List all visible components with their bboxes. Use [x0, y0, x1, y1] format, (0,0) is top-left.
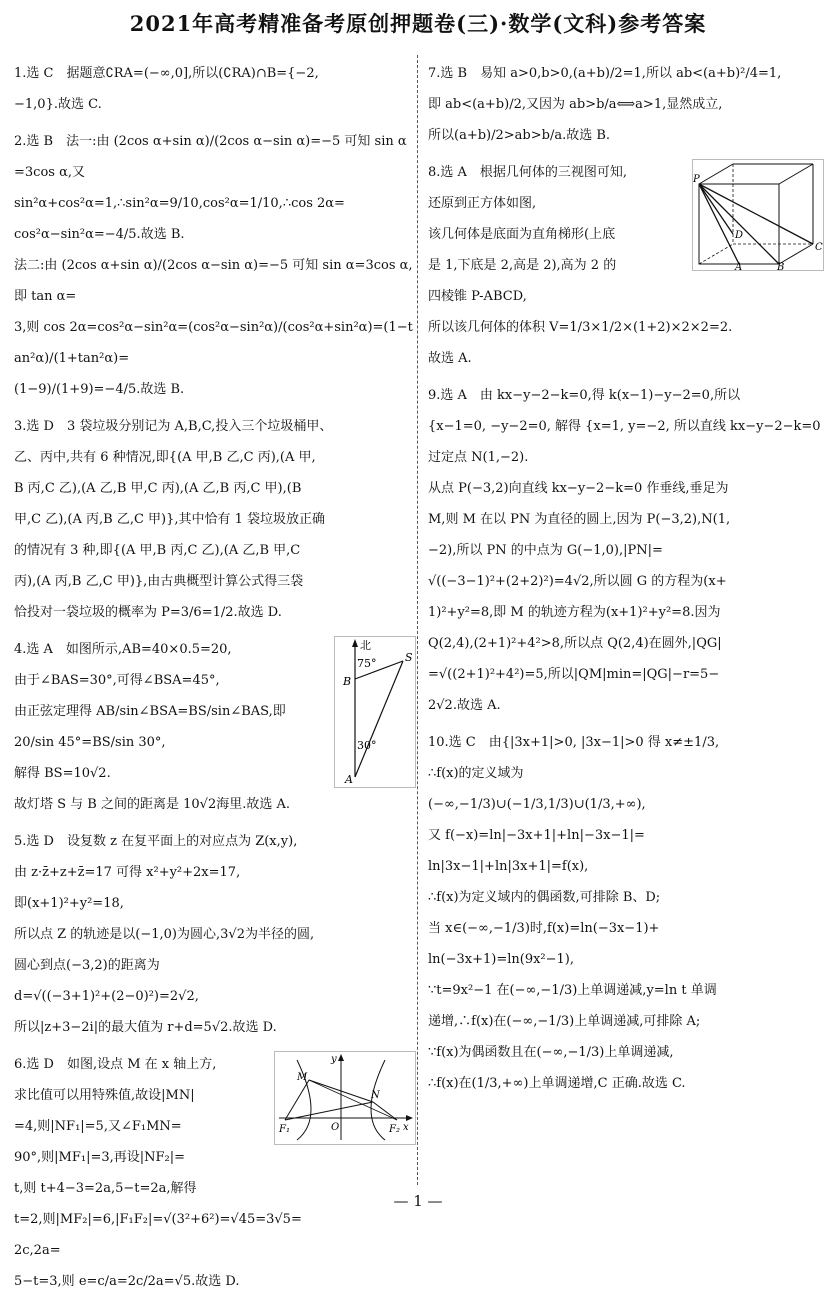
figure-q4-lighthouse — [334, 636, 416, 788]
answer-line: 7.选 B 易知 a>0,b>0,(a+b)/2=1,所以 ab<(a+b)²/4=1, — [428, 66, 782, 81]
answer-line: 圆心到点(−3,2)的距离为 — [14, 958, 160, 973]
answer-line: 5.选 D 设复数 z 在复平面上的对应点为 Z(x,y), — [14, 834, 298, 849]
answer-line: 5−t=3,则 e=c/a=2c/2a=√5.故选 D. — [14, 1274, 240, 1289]
answer-line: =√((2+1)²+4²)=5,所以|QM|min=|QG|−r=5− — [428, 667, 720, 682]
answer-line: ∴f(x)为定义域内的偶函数,可排除 B、D; — [428, 890, 661, 905]
fig6-label-y: y — [331, 1054, 337, 1065]
fig8-label-C: C — [815, 242, 823, 253]
answer-line: ∴f(x)的定义域为 — [428, 766, 524, 781]
answer-line: 又 f(−x)=ln|−3x+1|+ln|−3x−1|= — [428, 828, 645, 843]
answer-line: 解得 BS=10√2. — [14, 766, 111, 781]
answer-q1 — [14, 58, 416, 120]
answer-line: 递增,∴f(x)在(−∞,−1/3)上单调递减,可排除 A; — [428, 1014, 701, 1029]
answer-line: 2c,2a= — [14, 1243, 61, 1258]
fig4-angle-75: 75° — [357, 657, 377, 670]
answer-line: ln|3x−1|+ln|3x+1|=f(x), — [428, 859, 589, 874]
answer-line: ∵f(x)为偶函数且在(−∞,−1/3)上单调递减, — [428, 1045, 674, 1060]
answer-line: (1−9)/(1+9)=−4/5.故选 B. — [14, 382, 185, 397]
answer-line: 甲,C 乙),(A 丙,B 乙,C 甲)},其中恰有 1 袋垃圾放正确 — [14, 512, 326, 527]
column-divider — [417, 55, 418, 1185]
answer-line: ∴f(x)在(1/3,+∞)上单调递增,C 正确.故选 C. — [428, 1076, 686, 1091]
answer-q8 — [428, 157, 824, 374]
answer-line: M,则 M 在以 PN 为直径的圆上,因为 P(−3,2),N(1, — [428, 512, 731, 527]
answer-line: 所以该几何体的体积 V=1/3×1/2×(1+2)×2×2=2. — [428, 320, 733, 335]
answer-line: −1,0}.故选 C. — [14, 97, 102, 112]
page-title: 2021年高考精准备考原创押题卷(三)·数学(文科)参考答案 — [129, 11, 707, 36]
answer-line: (−∞,−1/3)∪(−1/3,1/3)∪(1/3,+∞), — [428, 797, 646, 812]
fig8-label-B: B — [777, 262, 785, 270]
answer-line: 即 ab<(a+b)/2,又因为 ab>b/a⟺a>1,显然成立, — [428, 97, 723, 112]
answer-line: 由正弦定理得 AB/sin∠BSA=BS/sin∠BAS,即 — [14, 704, 286, 719]
figure-q8-cube — [692, 159, 824, 271]
answer-line: 6.选 D 如图,设点 M 在 x 轴上方, — [14, 1057, 217, 1072]
answer-line: 求比值可以用特殊值,故设|MN| — [14, 1088, 195, 1103]
fig6-label-F1: F₁ — [279, 1124, 290, 1135]
answer-q3 — [14, 411, 416, 628]
fig4-angle-30: 30° — [357, 739, 377, 752]
answer-line: ∵t=9x²−1 在(−∞,−1/3)上单调递减,y=ln t 单调 — [428, 983, 717, 998]
fig6-label-x: x — [403, 1122, 409, 1133]
answer-q5 — [14, 826, 416, 1043]
answer-line: 1.选 C 据题意∁RA=(−∞,0],所以(∁RA)∩B={−2, — [14, 66, 319, 81]
fig4-label-B: B — [343, 675, 352, 688]
answer-line: 2√2.故选 A. — [428, 698, 501, 713]
answer-line: Q(2,4),(2+1)²+4²>8,所以点 Q(2,4)在圆外,|QG| — [428, 636, 722, 651]
answer-line: 从点 P(−3,2)向直线 kx−y−2−k=0 作垂线,垂足为 — [428, 481, 729, 496]
answer-line: 由 z·z̄+z+z̄=17 可得 x²+y²+2x=17, — [14, 865, 241, 880]
answer-line: 四棱锥 P-ABCD, — [428, 289, 527, 304]
answer-line: sin²α+cos²α=1,∴sin²α=9/10,cos²α=1/10,∴cos 2α= — [14, 196, 345, 211]
fig8-label-D: D — [735, 230, 744, 241]
answer-line: 所以点 Z 的轨迹是以(−1,0)为圆心,3√2为半径的圆, — [14, 927, 315, 942]
answer-line: 过定点 N(1,−2). — [428, 450, 529, 465]
answer-line: 的情况有 3 种,即{(A 甲,B 丙,C 乙),(A 乙,B 甲,C — [14, 543, 301, 558]
answer-line: B 丙,C 乙),(A 乙,B 甲,C 丙),(A 乙,B 丙,C 甲),(B — [14, 481, 302, 496]
answer-line: 所以(a+b)/2>ab>b/a.故选 B. — [428, 128, 611, 143]
fig6-label-F2: F₂ — [389, 1124, 400, 1135]
answer-q9 — [428, 380, 824, 721]
fig4-north-label: 北 — [360, 639, 371, 652]
answer-line: 4.选 A 如图所示,AB=40×0.5=20, — [14, 642, 232, 657]
answer-line: 90°,则|MF₁|=3,再设|NF₂|= — [14, 1150, 186, 1165]
answer-line: t=2,则|MF₂|=6,|F₁F₂|=√(3²+6²)=√45=3√5= — [14, 1212, 302, 1227]
answer-line: 是 1,下底是 2,高是 2),高为 2 的 — [428, 258, 617, 273]
answer-line: 2.选 B 法一:由 (2cos α+sin α)/(2cos α−sin α)=−5 可知 sin α=3cos α,又 — [14, 134, 407, 180]
answer-line: 1)²+y²=8,即 M 的轨迹方程为(x+1)²+y²=8.因为 — [428, 605, 721, 620]
answer-line: 即(x+1)²+y²=18, — [14, 896, 124, 911]
answer-line: 10.选 C 由{|3x+1|>0, |3x−1|>0 得 x≠±1/3, — [428, 735, 720, 750]
answer-line: d=√((−3+1)²+(2−0)²)=2√2, — [14, 989, 199, 1004]
figure-q6-hyperbola — [274, 1051, 416, 1145]
answer-q4 — [14, 634, 416, 820]
answer-line: 3.选 D 3 袋垃圾分别记为 A,B,C,投入三个垃圾桶甲、 — [14, 419, 333, 434]
answer-q6 — [14, 1049, 416, 1297]
answer-q7 — [428, 58, 824, 151]
answer-line: 由于∠BAS=30°,可得∠BSA=45°, — [14, 673, 220, 688]
answer-line: 当 x∈(−∞,−1/3)时,f(x)=ln(−3x−1)+ — [428, 921, 660, 936]
answer-line: =4,则|NF₁|=5,又∠F₁MN= — [14, 1119, 182, 1134]
answer-line: 故选 A. — [428, 351, 472, 366]
answer-line: 20/sin 45°=BS/sin 30°, — [14, 735, 166, 750]
answer-line: 还原到正方体如图, — [428, 196, 537, 211]
fig4-label-A: A — [345, 773, 353, 786]
fig6-label-N: N — [371, 1090, 380, 1101]
answer-line: 恰投对一袋垃圾的概率为 P=3/6=1/2.故选 D. — [14, 605, 282, 620]
page-number: — 1 — — [393, 1192, 443, 1210]
answer-line: 丙),(A 丙,B 乙,C 甲)},由古典概型计算公式得三袋 — [14, 574, 304, 589]
answer-q2 — [14, 126, 416, 405]
fig8-label-P: P — [693, 174, 700, 185]
answer-line: 3,则 cos 2α=cos²α−sin²α=(cos²α−sin²α)/(cos²α+sin²α)=(1−tan²α)/(1+tan²α)= — [14, 320, 413, 366]
fig8-label-A: A — [735, 262, 743, 270]
answer-line: cos²α−sin²α=−4/5.故选 B. — [14, 227, 185, 242]
answer-line: 8.选 A 根据几何体的三视图可知, — [428, 165, 628, 180]
answer-line: −2),所以 PN 的中点为 G(−1,0),|PN|= — [428, 543, 663, 558]
answer-line: ln(−3x+1)=ln(9x²−1), — [428, 952, 575, 967]
right-column — [428, 58, 824, 1105]
answer-line: √((−3−1)²+(2+2)²)=4√2,所以圆 G 的方程为(x+ — [428, 574, 727, 589]
answer-line: 该几何体是底面为直角梯形(上底 — [428, 227, 616, 242]
answer-line: 法二:由 (2cos α+sin α)/(2cos α−sin α)=−5 可知 sin α=3cos α,即 tan α= — [14, 258, 413, 304]
fig6-label-M: M — [297, 1072, 308, 1083]
answer-q10 — [428, 727, 824, 1099]
fig6-label-O: O — [331, 1122, 340, 1133]
fig4-label-S: S — [405, 651, 413, 664]
left-column — [14, 58, 416, 1303]
answer-line: 乙、丙中,共有 6 种情况,即{(A 甲,B 乙,C 丙),(A 甲, — [14, 450, 316, 465]
answer-line: 所以|z+3−2i|的最大值为 r+d=5√2.故选 D. — [14, 1020, 277, 1035]
answer-line: 故灯塔 S 与 B 之间的距离是 10√2海里.故选 A. — [14, 797, 291, 812]
answer-line: {x−1=0, −y−2=0, 解得 {x=1, y=−2, 所以直线 kx−y−2−k=0 — [428, 419, 821, 434]
answer-line: t,则 t+4−3=2a,5−t=2a,解得 — [14, 1181, 197, 1196]
answer-line: 9.选 A 由 kx−y−2−k=0,得 k(x−1)−y−2=0,所以 — [428, 388, 741, 403]
